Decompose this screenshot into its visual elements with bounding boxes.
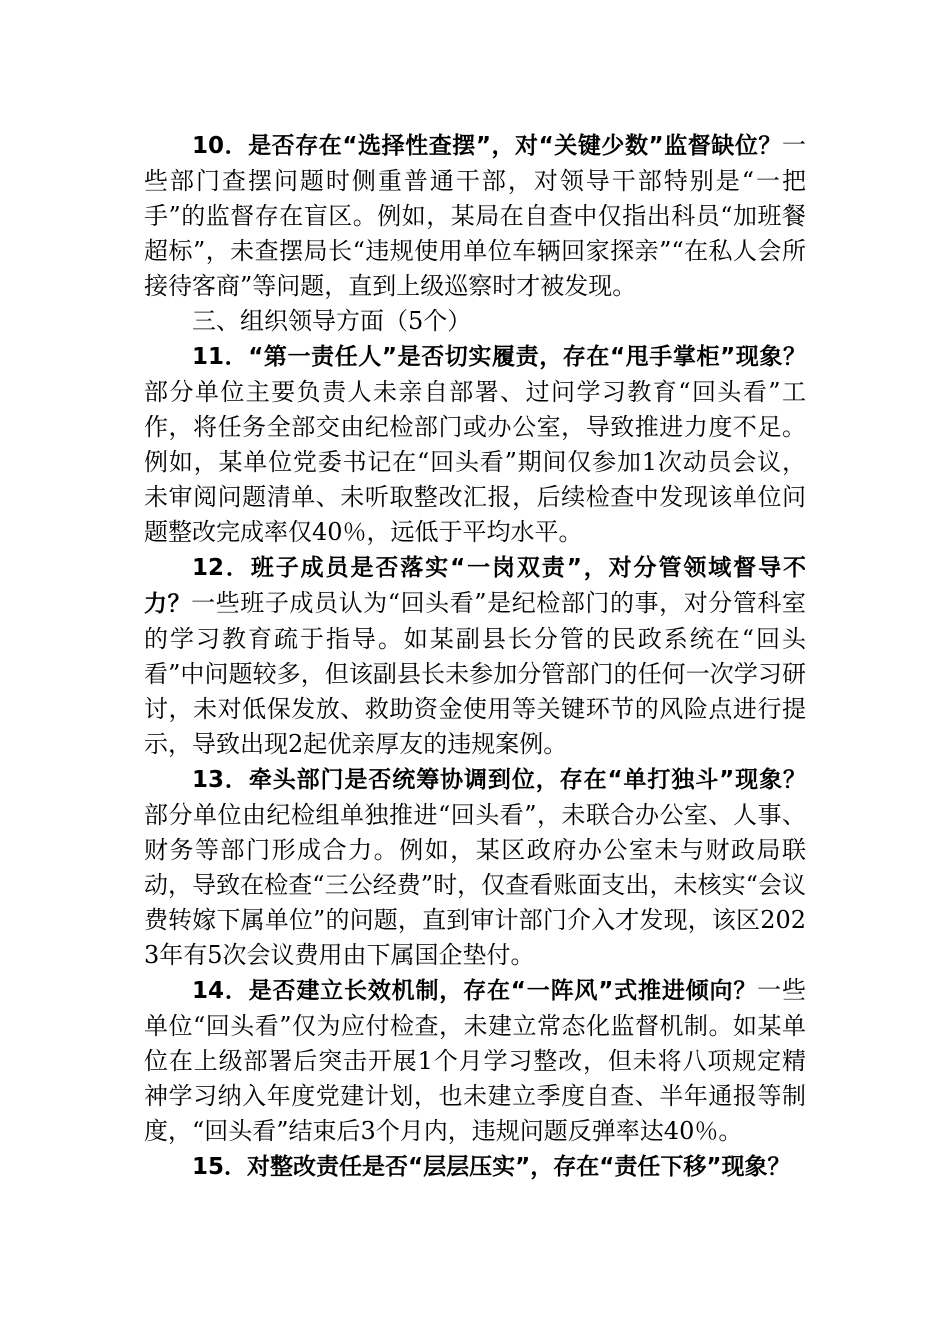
- paragraph-heading: 12．班子成员是否落实“一岗双责”，对分管领域督导不力？: [144, 555, 806, 617]
- paragraph-heading: 15．对整改责任是否“层层压实”，存在“责任下移”现象？: [192, 1154, 791, 1180]
- document-body: [144, 128, 806, 1185]
- paragraph-heading: 10．是否存在“选择性查摆”，对“关键少数”监督缺位？: [192, 133, 782, 159]
- paragraph-15: [144, 1149, 806, 1185]
- paragraph-text: 部分单位主要负责人未亲自部署、过问学习教育“回头看”工作，将任务全部交由纪检部门或办公室，导致推进力度不足。例如，某单位党委书记在“回头看”期间仅参加1次动员会议，未审阅问题清单、未听取整改汇报，后续检查中发现该单位问题整改完成率仅40％，远低于平均水平。: [144, 378, 806, 546]
- paragraph-14: [144, 973, 806, 1149]
- paragraph-text: 部分单位由纪检组单独推进“回头看”，未联合办公室、人事、财务等部门形成合力。例如，某区政府办公室未与财政局联动，导致在检查“三公经费”时，仅查看账面支出，未核实“会议费转嫁下属单位”的问题，直到审计部门介入才发现，该区2023年有5次会议费用由下属国企垫付。: [144, 801, 806, 969]
- section-title: 三、组织领导方面（5个）: [192, 307, 472, 335]
- paragraph-10: [144, 128, 806, 304]
- paragraph-text: 一些班子成员认为“回头看”是纪检部门的事，对分管科室的学习教育疏于指导。如某副县长分管的民政系统在“回头看”中问题较多，但该副县长未参加分管部门的任何一次学习研讨，未对低保发放、救助资金使用等关键环节的风险点进行提示，导致出现2起优亲厚友的违规案例。: [144, 589, 807, 758]
- paragraph-text: 一些单位“回头看”仅为应付检查，未建立常态化监督机制。如某单位在上级部署后突击开展1个月学习整改，但未将八项规定精神学习纳入年度党建计划，也未建立季度自查、半年通报等制度，“回头看”结束后3个月内，违规问题反弹率达40％。: [144, 976, 807, 1145]
- paragraph-11: [144, 339, 806, 550]
- paragraph-heading: 11．“第一责任人”是否切实履责，存在“甩手掌柜”现象？: [192, 344, 806, 370]
- paragraph-heading: 14．是否建立长效机制，存在“一阵风”式推进倾向？: [192, 978, 758, 1004]
- paragraph-13: [144, 762, 806, 973]
- paragraph-12: [144, 550, 806, 762]
- paragraph-text: 一些部门查摆问题时侧重普通干部，对领导干部特别是“一把手”的监督存在盲区。例如，某局在自查中仅指出科员“加班餐超标”，未查摆局长“违规使用单位车辆回家探亲”“在私人会所接待客商”等问题，直到上级巡察时才被发现。: [144, 131, 806, 300]
- paragraph-heading: 13．牵头部门是否统筹协调到位，存在“单打独斗”现象？: [192, 767, 806, 793]
